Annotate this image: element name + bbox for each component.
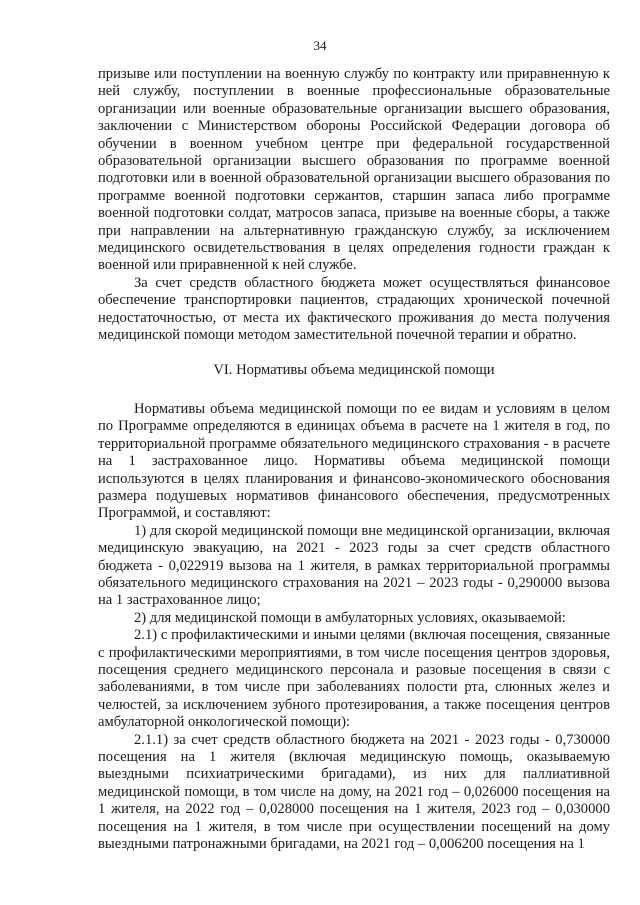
- paragraph-volume-norms: Нормативы объема медицинской помощи по ее видам и условиям в целом по Программе определяются в единицах объема в расчете на 1 жителя в год, по территориальной программе обязательного медицинского страхования - в расчете на 1 застрахованное лицо. Нормативы объема медицинской помощи используются в целях планирования и финансово-экономического обоснования размера подушевых нормативов финансового обеспечения, предусмотренных Программой, и составляют:: [98, 400, 610, 522]
- section-heading: VI. Нормативы объема медицинской помощи: [213, 361, 495, 378]
- document-body: [98, 66, 610, 853]
- paragraph-preventive-visits: 2.1) с профилактическими и иными целями (включая посещения, связанные с профилактическими мероприятиями, в том числе посещения центров здоровья, посещения среднего медицинского персонала и разовые посещения в связи с заболеваниями, в том числе при заболеваниях полости рта, слюнных желез и челюстей, за исключением зубного протезирования, а также посещения центров амбулаторной онкологической помощи):: [98, 627, 610, 731]
- paragraph-military-service: призыве или поступлении на военную службу по контракту или приравненную к ней службу, поступлении в военные профессиональные образовательные организации или военные образовательные организации высшего образования, заключении с Министерством обороны Российской Федерации договора об обучении в военном учебном центре при федеральной государственной образовательной организации высшего образования по программе военной подготовки или в военной образовательной организации высшего образования по программе военной подготовки сержантов, старшин запаса либо программе военной подготовки солдат, матросов запаса, призыве на военные сборы, а также при направлении на альтернативную гражданскую службу, за исключением медицинского освидетельствования в целях определения годности граждан к военной или приравненной к ней службе.: [98, 66, 610, 274]
- page-number: 34: [313, 38, 327, 53]
- paragraph-outpatient-care: 2) для медицинской помощи в амбулаторных условиях, оказываемой:: [134, 609, 566, 626]
- paragraph-transport-financing: За счет средств областного бюджета может осуществляться финансовое обеспечение транспортировки пациентов, страдающих хронической почечной недостаточностью, от места их фактического проживания до места получения медицинской помощи методом заместительной почечной терапии и обратно.: [98, 274, 610, 344]
- paragraph-emergency-care: 1) для скорой медицинской помощи вне медицинской организации, включая медицинскую эвакуацию, на 2021 - 2023 годы за счет средств областного бюджета - 0,022919 вызова на 1 жителя, в рамках территориальной программы обязательного медицинского страхования на 2021 – 2023 годы - 0,290000 вызова на 1 застрахованное лицо;: [98, 522, 610, 609]
- paragraph-regional-budget-visits: 2.1.1) за счет средств областного бюджета на 2021 - 2023 годы - 0,730000 посещения на 1 жителя (включая медицинскую помощь, оказываемую выездными психиатрическими бригадами), из них для паллиативной медицинской помощи, в том числе на дому, на 2021 год – 0,026000 посещения на 1 жителя, на 2022 год – 0,028000 посещения на 1 жителя, 2023 год – 0,030000 посещения на 1 жителя, в том числе при осуществлении посещений на дому выездными патронажными бригадами, на 2021 год – 0,006200 посещения на 1: [98, 731, 610, 853]
